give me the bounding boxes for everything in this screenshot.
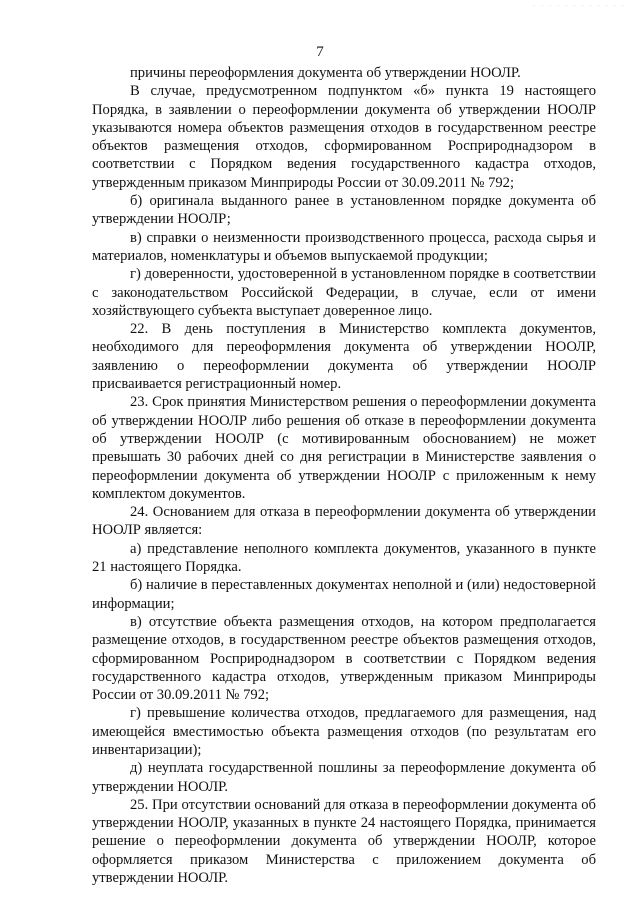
paragraph-item-g-power-of-attorney: г) доверенности, удостоверенной в установленном порядке в соответствии с законодательством Российской Федерации, в случае, если от имени хозяйствующего субъекта выступает доверенное лицо. — [92, 266, 596, 319]
paragraph-clause-23: 23. Срок принятия Министерством решения о переоформлении документа об утверждении НООЛР либо решения об отказе в переоформлении документа об утверждении НООЛР (с мотивированным обоснованием) не может превышать 30 рабочих дней со дня регистрации в Министерстве заявления о переоформлении документа об утверждении НООЛР с приложенным к нему комплектом документов. — [92, 394, 596, 502]
paragraph-refusal-v: в) отсутствие объекта размещения отходов, на котором предполагается размещение отходов, в государственном реестре объектов размещения отходов, сформированном Росприроднадзором в соответствии с Порядком ведения государственного кадастра отходов, утвержденным приказом Минприроды России от 30.09.2011 № 792; — [92, 613, 596, 704]
page-number: 7 — [316, 44, 324, 60]
paragraph-continuation: причины переоформления документа об утверждении НООЛР. — [130, 65, 521, 81]
paragraph-clause-25: 25. При отсутствии оснований для отказа в переоформлении документа об утверждении НООЛР, указанных в пункте 24 настоящего Порядка, принимается решение о переоформлении документа об утверждении НООЛР, которое оформляется приказом Министерства с приложением документа об утверждении НООЛР. — [92, 796, 596, 887]
paragraph-refusal-b: б) наличие в переставленных документах неполной и (или) недостоверной информации; — [92, 577, 596, 612]
paragraph-clause-22: 22. В день поступления в Министерство комплекта документов, необходимого для переоформления документа об утверждении НООЛР, заявлению о переоформлении документа об утверждении НООЛР присваивается регистрационный номер. — [92, 321, 596, 393]
paragraph-refusal-g: г) превышение количества отходов, предлагаемого для размещения, над имеющейся вместимостью объекта размещения отходов (по результатам его инвентаризации); — [92, 705, 596, 758]
paragraph-case-b: В случае, предусмотренном подпунктом «б» пункта 19 настоящего Порядка, в заявлении о переоформлении документа об утверждении НООЛР указываются номера объектов размещения отходов в государственном реестре объектов размещения отходов, сформированном Росприроднадзором в соответствии с Порядком ведения государственного кадастра отходов, утвержденным приказом Минприроды России от 30.09.2011 № 792; — [92, 83, 596, 191]
paragraph-refusal-d: д) неуплата государственной пошлины за переоформление документа об утверждении НООЛР. — [92, 760, 596, 795]
scan-marks: · · · · · · · · · · · · — [532, 2, 626, 10]
paragraph-refusal-a: а) представление неполного комплекта документов, указанного в пункте 21 настоящего Порядка. — [92, 540, 596, 576]
paragraph-item-b-original: б) оригинала выданного ранее в установленном порядке документа об утверждении НООЛР; — [92, 193, 596, 228]
paragraph-item-v-certificate: в) справки о неизменности производственного процесса, расхода сырья и материалов, номенклатуры и объемов выпускаемой продукции; — [92, 229, 596, 264]
paragraph-clause-24: 24. Основанием для отказа в переоформлении документа об утверждении НООЛР является: — [92, 504, 596, 539]
document-body — [92, 64, 596, 887]
